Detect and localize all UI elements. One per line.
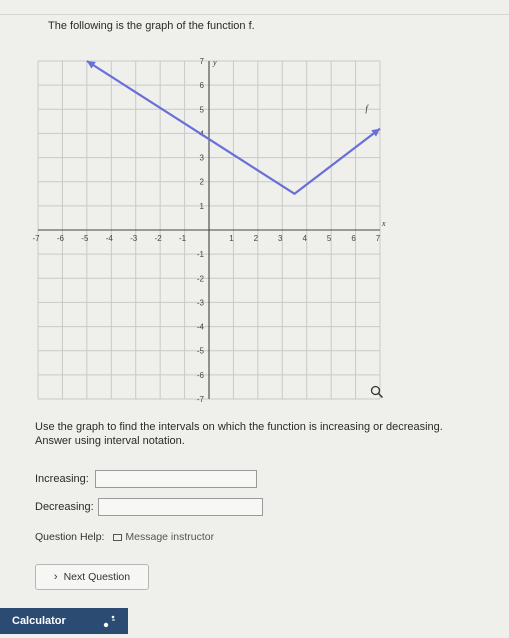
x-axis-label: x	[382, 219, 386, 228]
next-question-button[interactable]	[35, 564, 149, 590]
y-tick-label: 2	[199, 177, 204, 187]
x-tick-label: 2	[253, 234, 259, 243]
y-tick-label: -2	[196, 274, 204, 284]
x-tick-label: 5	[326, 234, 332, 243]
calculator-label: Calculator	[12, 615, 66, 627]
x-tick-label: 4	[302, 234, 307, 243]
y-tick-label: -5	[196, 346, 204, 356]
x-tick-label: -4	[105, 234, 113, 243]
next-question-label: Next Question	[63, 571, 131, 583]
instructions	[35, 420, 443, 448]
graph-svg	[34, 55, 394, 405]
x-tick-label: 7	[375, 234, 381, 243]
message-instructor-link[interactable]	[113, 531, 214, 543]
increasing-label: Increasing:	[35, 473, 89, 486]
calculator-button[interactable]	[0, 608, 128, 634]
y-tick-label: 5	[199, 105, 204, 115]
increasing-row	[35, 473, 89, 485]
x-tick-label: -7	[32, 234, 40, 243]
x-tick-label: 3	[278, 234, 283, 243]
function-label: f	[365, 103, 368, 114]
increasing-input[interactable]	[95, 470, 257, 488]
y-axis-label: y	[213, 58, 217, 67]
top-divider	[0, 14, 509, 15]
y-tick-label: 1	[199, 201, 204, 211]
instructions-line-2: Answer using interval notation.	[35, 435, 185, 447]
question-help-label: Question Help:	[35, 531, 105, 543]
y-tick-label: 6	[199, 81, 204, 91]
x-tick-label: 6	[351, 234, 356, 243]
x-tick-label: 1	[229, 234, 234, 243]
chevron-right-icon: ›	[53, 571, 58, 583]
calculator-icon	[102, 613, 118, 629]
question-help	[35, 531, 214, 543]
instructions-line-1: Use the graph to find the intervals on which the function is increasing or decreasing.	[35, 421, 443, 433]
y-tick-label: 3	[199, 153, 204, 163]
decreasing-input[interactable]	[98, 498, 263, 516]
y-tick-label: -3	[196, 298, 204, 308]
x-tick-label: -1	[179, 234, 187, 243]
y-tick-label: -1	[196, 250, 204, 260]
y-tick-label: -4	[196, 322, 204, 332]
x-tick-label: -5	[81, 234, 89, 243]
function-graph	[34, 55, 394, 405]
x-tick-label: -2	[154, 234, 162, 243]
y-tick-label: -6	[196, 370, 204, 380]
y-tick-label: -7	[196, 395, 204, 404]
x-tick-label: -6	[56, 234, 64, 243]
decreasing-label: Decreasing:	[35, 501, 94, 514]
question-prompt: The following is the graph of the function f.	[48, 20, 255, 32]
x-tick-label: -3	[130, 234, 138, 243]
zoom-icon[interactable]	[370, 385, 384, 399]
message-instructor-text: Message instructor	[125, 531, 215, 543]
y-tick-label: 7	[199, 57, 204, 66]
envelope-icon	[113, 534, 122, 541]
decreasing-row	[35, 501, 94, 513]
y-tick-label: 4	[199, 129, 204, 139]
